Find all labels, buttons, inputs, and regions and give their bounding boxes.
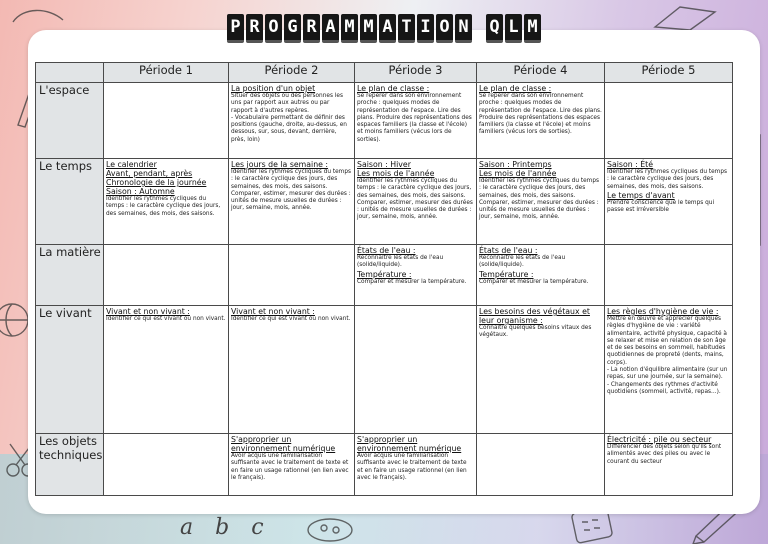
cell-text: Comparer, estimer, mesurer des durées : unités de mesure usuelles de durées : jour, semaine, mois, année. — [231, 190, 351, 212]
cell-text: Identifier ce qui est vivant ou non vivant. — [106, 316, 226, 322]
cell-text: Connaître quelques besoins vitaux des végétaux. — [479, 325, 592, 339]
table-cell — [355, 306, 477, 434]
cell-heading: Chronologie de la journée — [106, 178, 207, 187]
cell-text: Avoir acquis une familiarisation suffisante avec le traitement de texte et en faire un usage rationnel (en lien avec le français). — [231, 453, 349, 481]
cell-heading: Les règles d'hygiène de vie : — [607, 307, 719, 316]
cell-heading: Saison : Automne — [106, 187, 175, 196]
globe-icon — [0, 290, 30, 350]
cell-text: Identifier les rythmes cycliques du temps : le caractère cyclique des jours, des semaines, des mois, des saisons. — [357, 178, 472, 199]
table-cell — [477, 306, 605, 434]
table-cell — [104, 245, 229, 306]
table-cell — [477, 434, 605, 496]
domain-label: Le temps — [36, 159, 104, 245]
title-letter: M — [360, 14, 377, 43]
table-cell — [229, 306, 355, 434]
cell-heading: Température : — [357, 269, 412, 279]
cell-heading: Électricité : pile ou secteur — [607, 435, 712, 444]
cell-heading: Température : — [479, 269, 534, 279]
cell-text: Comparer, estimer, mesurer des durées : unités de mesure usuelles de durées : jour, semaine, mois, année. — [479, 199, 599, 221]
cell-text: Identifier les rythmes cycliques du temps : le caractère cyclique des jours, des semaines, des mois, des saisons. — [607, 169, 728, 190]
cell-heading: Les besoins des végétaux et leur organisme : — [479, 307, 590, 325]
cell-heading: Le plan de classe : — [479, 84, 552, 93]
table-cell — [605, 83, 733, 159]
table-cell — [229, 245, 355, 306]
cell-text: - Vocabulaire permettant de définir des positions (gauche, droite, au-dessus, en dessous, sur, sous, devant, derrière, près, loin) — [231, 114, 347, 143]
title-letter: L — [505, 14, 522, 43]
period-header: Période 2 — [229, 63, 355, 83]
paperclip-icon — [300, 512, 360, 544]
cell-heading: Les mois de l'année — [357, 169, 435, 178]
table-row — [36, 245, 733, 306]
title-letter: M — [524, 14, 541, 43]
cell-text: Se repérer dans son environnement proche : quelques modes de représentation de l'espace. Lire des plans. Produire des représentations des espaces familiers (la classe et l'école) et moins familiers (vécus lors de sorties). — [357, 93, 472, 143]
table-cell — [355, 245, 477, 306]
table-cell — [477, 245, 605, 306]
period-header: Période 3 — [355, 63, 477, 83]
letter-c: c — [251, 515, 264, 540]
table-row — [36, 83, 733, 159]
cell-heading: La position d'un objet — [231, 84, 316, 93]
cell-heading: Vivant et non vivant : — [106, 307, 190, 316]
cell-heading: Avant, pendant, après — [106, 169, 193, 178]
cell-text: Comparer, estimer, mesurer des durées : unités de mesure usuelles de durées : jour, semaine, mois, année. — [357, 199, 473, 221]
title-letter: I — [417, 14, 434, 43]
cell-text: Différencier des objets selon qu'ils sont alimentés avec des piles ou avec le courant du secteur — [607, 444, 722, 465]
cell-text: Comparer et mesurer la température. — [479, 278, 589, 285]
title-letter: A — [322, 14, 339, 43]
table-row — [36, 306, 733, 434]
title-letter: T — [398, 14, 415, 43]
title-letter: M — [341, 14, 358, 43]
cell-heading: Les jours de la semaine : — [231, 160, 329, 169]
domain-label: La matière — [36, 245, 104, 306]
cell-text: Prendre conscience que le temps qui passe est irréversible — [607, 199, 715, 214]
cell-text: Avoir acquis une familiarisation suffisante avec le traitement de texte et en faire un usage rationnel (en lien avec le français). — [357, 453, 467, 481]
cell-heading: Saison : Printemps — [479, 160, 552, 169]
title-letter: R — [303, 14, 320, 43]
table-cell — [104, 83, 229, 159]
table-cell — [355, 159, 477, 245]
table-row — [36, 159, 733, 245]
table-cell — [477, 83, 605, 159]
table-cell — [605, 434, 733, 496]
handwriting-letters — [180, 515, 300, 540]
cell-heading: S'approprier un environnement numérique — [357, 435, 462, 453]
table-cell — [229, 159, 355, 245]
cell-text: Identifier ce qui est vivant ou non vivant. — [231, 316, 351, 322]
cell-heading: États de l'eau : — [479, 246, 538, 255]
title-letter: Q — [486, 14, 503, 43]
title-letter: P — [227, 14, 244, 43]
title-letter: O — [265, 14, 282, 43]
cell-text: Comparer et mesurer la température. — [357, 278, 467, 285]
period-header: Période 5 — [605, 63, 733, 83]
letter-b: b — [215, 515, 230, 540]
title-letter: O — [436, 14, 453, 43]
table-cell — [229, 83, 355, 159]
table-cell — [605, 306, 733, 434]
table-cell — [104, 159, 229, 245]
cell-text: - Changements des rythmes d'activité quotidiens (sommeil, activité, repas...). — [607, 381, 721, 395]
table-cell — [477, 159, 605, 245]
table-cell — [229, 434, 355, 496]
cell-heading: Vivant et non vivant : — [231, 307, 315, 316]
cell-text: Identifier les rythmes cycliques du temps : le caractère cyclique des jours, des semaines, des mois, des saisons. — [479, 178, 600, 199]
title-space — [474, 14, 484, 43]
table-header-row — [36, 63, 733, 83]
cell-text: Reconnaître les états de l'eau (solide/liquide). — [479, 255, 566, 269]
cell-text: Reconnaître les états de l'eau (solide/liquide). — [357, 255, 444, 269]
cell-text: Situer des objets ou des personnes les uns par rapport aux autres ou par rapport à d'autres repères. — [231, 93, 344, 114]
period-header: Période 1 — [104, 63, 229, 83]
period-header: Période 4 — [477, 63, 605, 83]
title-letter: R — [246, 14, 263, 43]
table-row — [36, 434, 733, 496]
table-cell — [605, 245, 733, 306]
programming-table — [35, 62, 733, 496]
table-cell — [355, 83, 477, 159]
table-cell — [605, 159, 733, 245]
title-letter: G — [284, 14, 301, 43]
table-corner-cell — [36, 63, 104, 83]
cell-heading: Saison : Été — [607, 160, 654, 169]
domain-label: L'espace — [36, 83, 104, 159]
cell-heading: Le plan de classe : — [357, 84, 430, 93]
title-letter: A — [379, 14, 396, 43]
cell-heading: Les mois de l'année — [479, 169, 557, 178]
cell-heading: Le calendrier — [106, 160, 157, 169]
title-letter: N — [455, 14, 472, 43]
table-cell — [104, 306, 229, 434]
cell-text: Se repérer dans son environnement proche : quelques modes de représentation de l'espace. Lire des plans. Produire des représentations des espaces familiers (la classe et l'école) et moins familiers (vécus lors de sorties). — [479, 93, 602, 136]
table-cell — [104, 434, 229, 496]
cell-text: Mettre en œuvre et apprécier quelques règles d'hygiène de vie : variété alimentaire, activité physique, capacité à se relaxer et mise en relation de son âge et de ses besoins en sommeil, habitudes quotidiennes de propreté (dents, mains, corps). — [607, 316, 727, 366]
letter-a: a — [180, 515, 194, 540]
cell-text: Identifier les rythmes cycliques du temps : le caractère cyclique des jours, des semaines, des mois, des saisons. — [231, 169, 352, 190]
cell-text: - La notion d'équilibre alimentaire (sur un repas, sur une journée, sur la semaine). — [607, 367, 728, 381]
cell-heading: États de l'eau : — [357, 246, 416, 255]
page-title — [0, 14, 768, 43]
cell-heading: Le temps d'avant — [607, 190, 675, 200]
cell-text: Identifier les rythmes cycliques du temps : le caractère cyclique des jours, des semaines, des mois, des saisons. — [106, 196, 221, 217]
table-cell — [355, 434, 477, 496]
cell-heading: S'approprier un environnement numérique — [231, 435, 336, 453]
domain-label: Le vivant — [36, 306, 104, 434]
domain-label: Les objets techniques — [36, 434, 104, 496]
cell-heading: Saison : Hiver — [357, 160, 411, 169]
